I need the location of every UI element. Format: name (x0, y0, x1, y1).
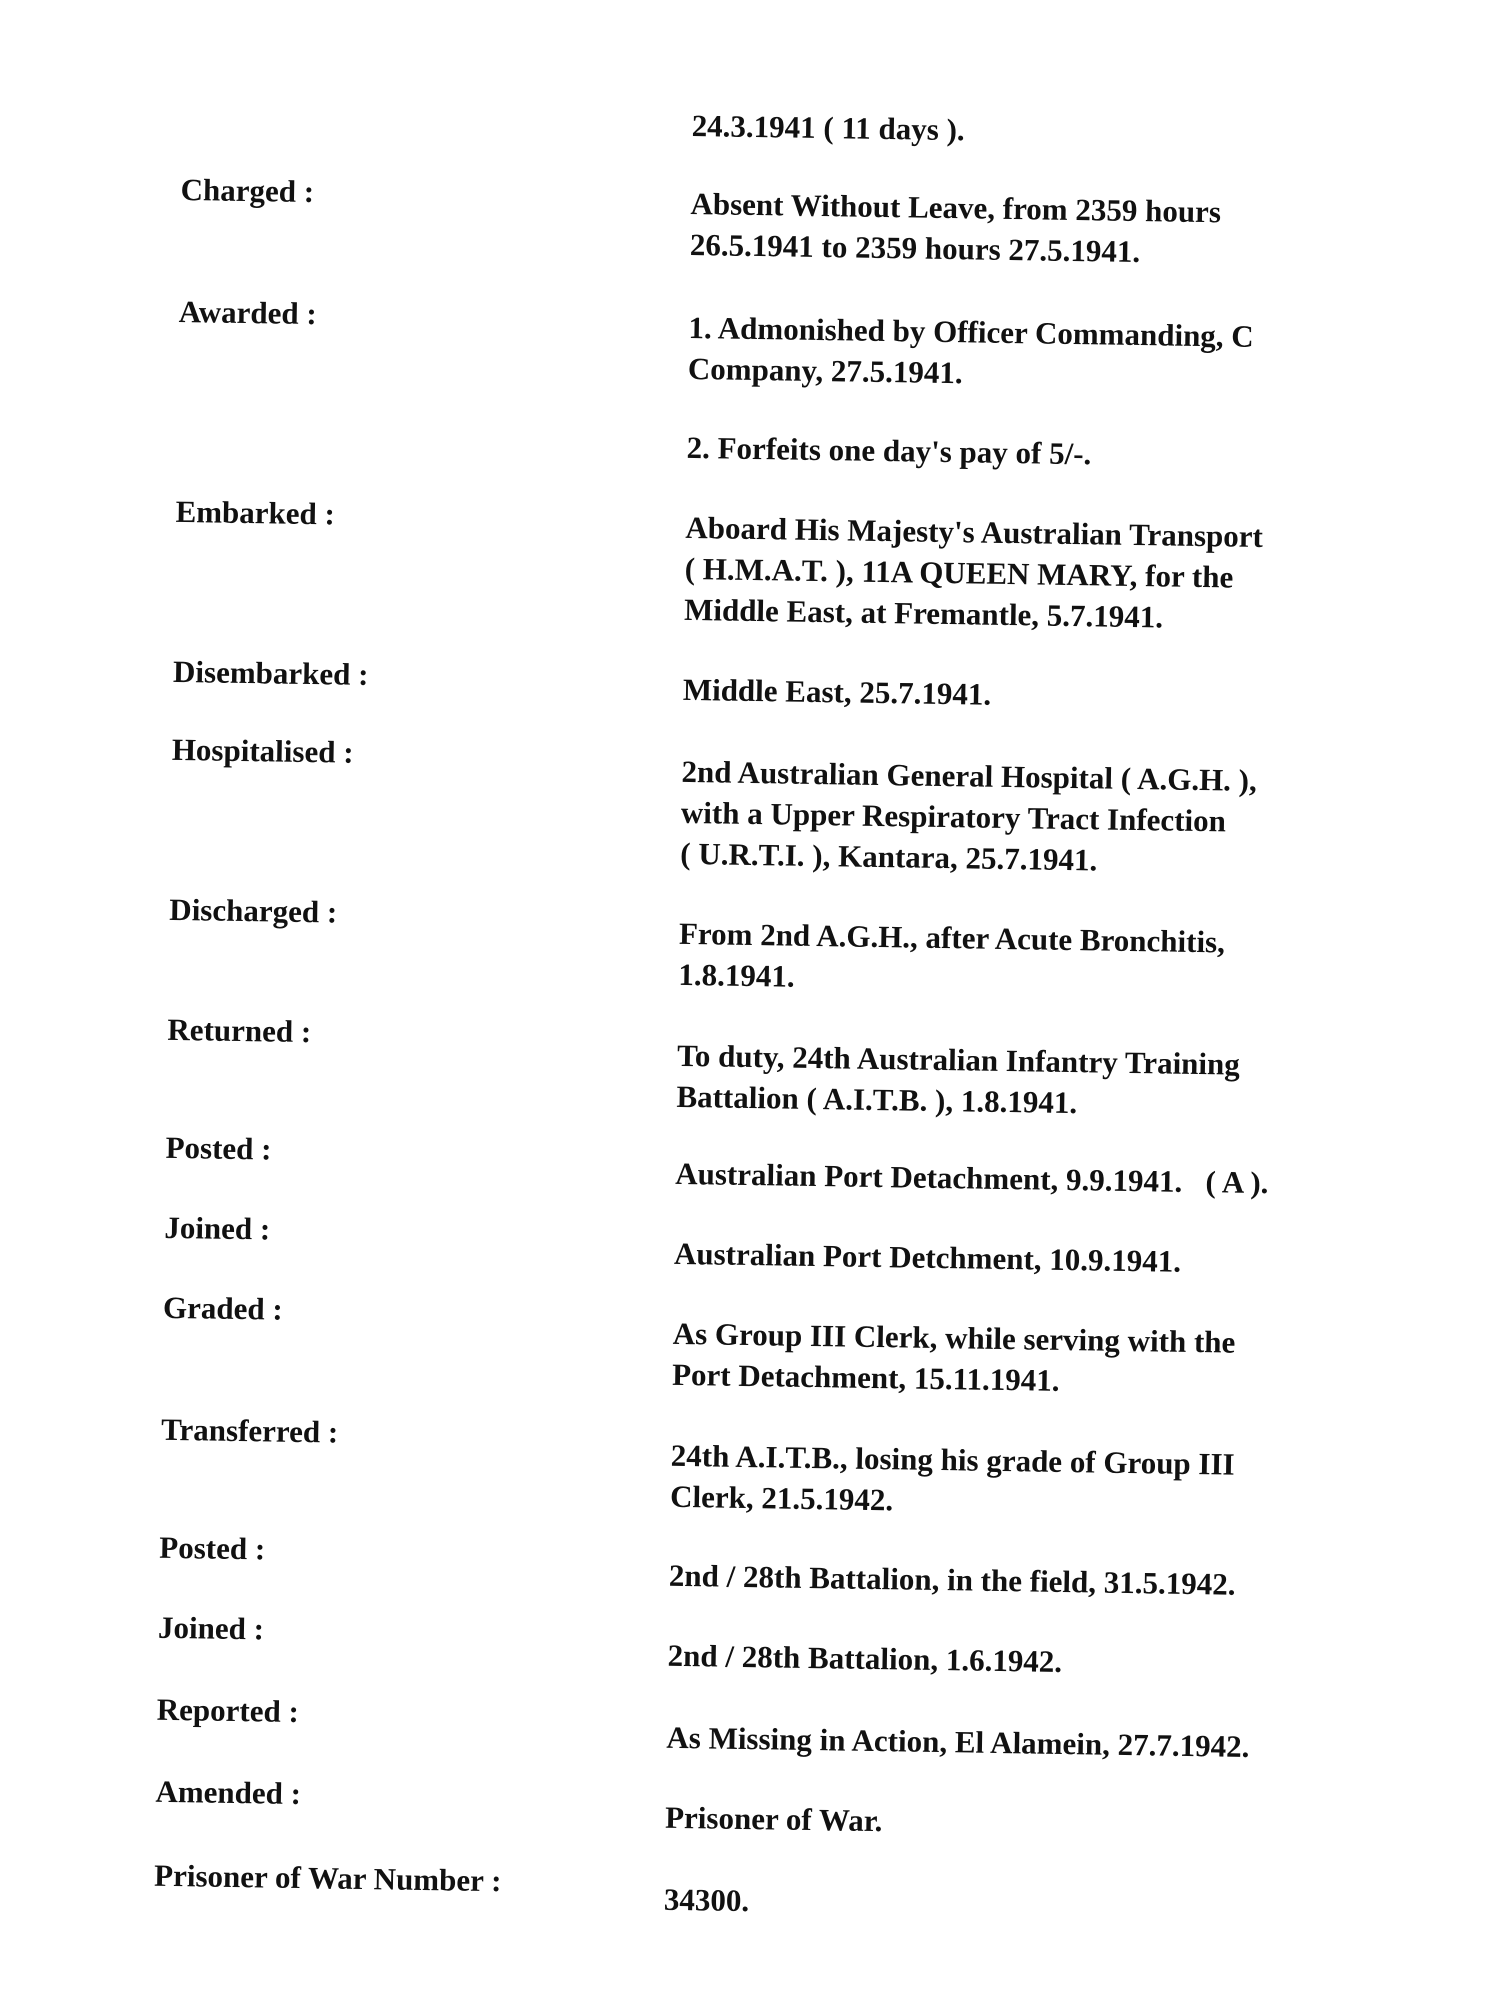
entry-value-hospitalised: 2nd Australian General Hospital ( A.G.H. ), with a Upper Respiratory Tract Infection ( U.R.T.I. ), Kantara, 25.7.1941. (680, 753, 1258, 878)
entry-label-transferred: Transferred : (160, 1411, 339, 1450)
intro-line: 24.3.1941 ( 11 days ). (691, 107, 965, 148)
entry-value-joined-2: 2nd / 28th Battalion, 1.6.1942. (667, 1637, 1063, 1679)
entry-label-awarded: Awarded : (178, 293, 318, 332)
entry-label-posted-2: Posted : (159, 1529, 266, 1567)
entry-label-pow-number: Prisoner of War Number : (153, 1857, 502, 1899)
entry-value-transferred: 24th A.I.T.B., losing his grade of Group III Clerk, 21.5.1942. (669, 1437, 1235, 1518)
entry-value-posted-2: 2nd / 28th Battalion, in the field, 31.5.1942. (668, 1557, 1236, 1602)
entry-value-pow-number: 34300. (663, 1881, 750, 1919)
entry-value-discharged: From 2nd A.G.H., after Acute Bronchitis, 1.8.1941. (678, 915, 1226, 994)
entry-value-disembarked: Middle East, 25.7.1941. (682, 671, 992, 712)
entry-value-charged: Absent Without Leave, from 2359 hours 26.5.1941 to 2359 hours 27.5.1941. (689, 185, 1222, 270)
entry-label-hospitalised: Hospitalised : (171, 731, 354, 770)
entry-value-joined: Australian Port Detchment, 10.9.1941. (673, 1235, 1182, 1279)
entry-label-posted: Posted : (165, 1129, 272, 1167)
entry-value-awarded: 1. Admonished by Officer Commanding, C Company, 27.5.1941. (687, 309, 1255, 391)
entry-label-joined-2: Joined : (157, 1609, 265, 1647)
entry-value-embarked: Aboard His Majesty's Australian Transport ( H.M.A.T. ), 11A QUEEN MARY, for the Middle East, at Fremantle, 5.7.1941. (683, 509, 1264, 635)
entry-label-graded: Graded : (162, 1289, 284, 1327)
entry-label-disembarked: Disembarked : (172, 653, 369, 692)
entry-value-amended: Prisoner of War. (664, 1799, 883, 1839)
entry-value-posted: Australian Port Detachment, 9.9.1941. ( A ). (674, 1155, 1269, 1201)
entry-value-reported: As Missing in Action, El Alamein, 27.7.1942. (666, 1719, 1250, 1764)
entry-label-reported: Reported : (156, 1691, 300, 1729)
entry-label-embarked: Embarked : (175, 493, 336, 532)
entry-value-awarded-2: 2. Forfeits one day's pay of 5/-. (686, 429, 1092, 472)
entry-label-charged: Charged : (180, 171, 315, 210)
entry-label-amended: Amended : (155, 1773, 302, 1812)
entry-label-returned: Returned : (167, 1011, 312, 1050)
entry-value-returned: To duty, 24th Australian Infantry Training Battalion ( A.I.T.B. ), 1.8.1941. (676, 1037, 1241, 1121)
entry-label-discharged: Discharged : (169, 891, 338, 930)
entry-label-joined: Joined : (164, 1209, 271, 1247)
entry-value-graded: As Group III Clerk, while serving with the Port Detachment, 15.11.1941. (671, 1315, 1236, 1398)
